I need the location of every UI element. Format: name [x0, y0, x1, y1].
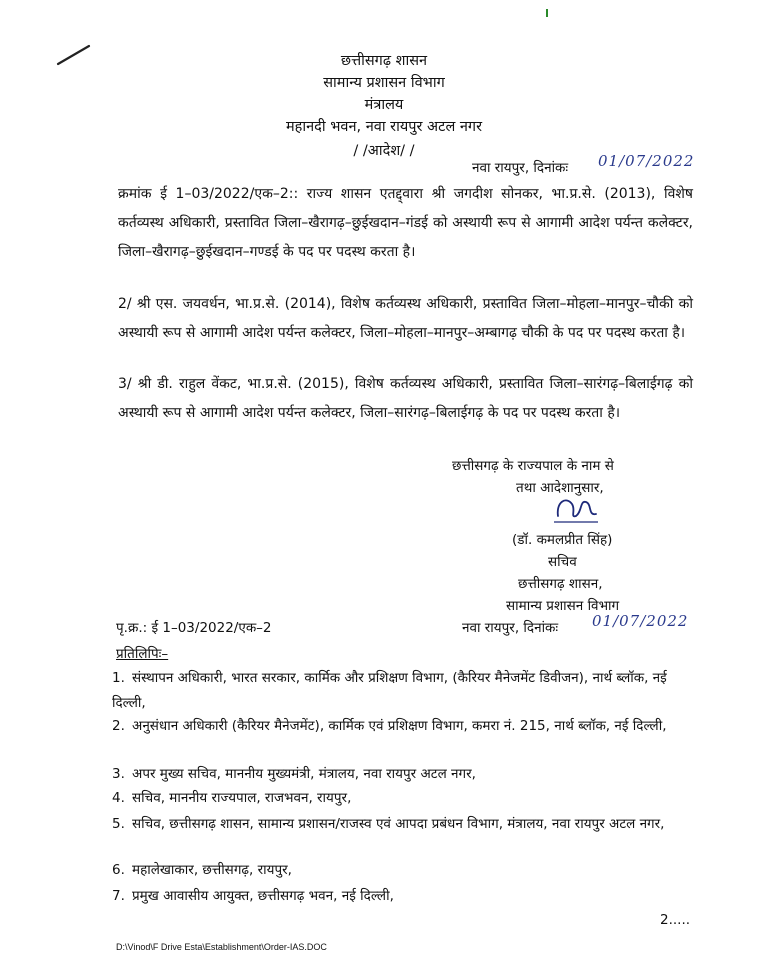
- list-item-text: अनुसंधान अधिकारी (कैरियर मैनेजमेंट), कार्मिक एवं प्रशिक्षण विभाग, कमरा नं. 215, नार्थ ब्लॉक, नई दिल्ली,: [132, 718, 667, 734]
- list-item: [112, 762, 697, 787]
- handwritten-date: 01/07/2022: [598, 152, 695, 170]
- order-paragraph-2: 2/ श्री एस. जयवर्धन, भा.प्र.से. (2014), विशेष कर्तव्यस्थ अधिकारी, प्रस्तावित जिला–मोहला–मानपुर–चौकी को अस्थायी रूप से आगामी आदेश पर्यन्त कलेक्टर, जिला–मोहला–मानपुर–अम्बागढ़ चौकी के पद पर पदस्थ करता है।: [118, 296, 693, 341]
- list-item-number: 3.: [112, 766, 125, 782]
- signatory-name: (डॉ. कमलप्रीत सिंह): [512, 532, 613, 548]
- endorsement-handwritten-date: 01/07/2022: [592, 612, 689, 630]
- list-item-text: सचिव, माननीय राज्यपाल, राजभवन, रायपुर,: [132, 790, 352, 806]
- order-title: / /आदेश/ /: [353, 143, 415, 159]
- list-item: [112, 858, 697, 883]
- order-paragraph-1: क्रमांक ई 1–03/2022/एक–2:: राज्य शासन एतद्द्वारा श्री जगदीश सोनकर, भा.प्र.से. (2013), विशेष कर्तव्यस्थ अधिकारी, प्रस्तावित जिला–खैरागढ़–छुईखदान–गंडई को अस्थायी रूप से आगामी आदेश पर्यन्त कलेक्टर, जिला–खैरागढ़–छुईखदान–गण्डई के पद पर पदस्थ करता है।: [118, 186, 693, 260]
- list-item: [112, 786, 697, 811]
- footer-file-path: D:\Vinod\F Drive Esta\Establishment\Order-IAS.DOC: [116, 942, 327, 952]
- signature-line-1: छत्तीसगढ़ के राज्यपाल के नाम से: [452, 458, 614, 474]
- header-department: सामान्य प्रशासन विभाग: [323, 75, 445, 91]
- signatory-org-2: सामान्य प्रशासन विभाग: [506, 598, 620, 614]
- list-item-text: सचिव, छत्तीसगढ़ शासन, सामान्य प्रशासन/राजस्व एवं आपदा प्रबंधन विभाग, मंत्रालय, नवा रायपुर अटल नगर,: [132, 816, 665, 832]
- page-number: 2.....: [660, 912, 691, 928]
- header-address: महानदी भवन, नवा रायपुर अटल नगर: [285, 119, 483, 135]
- endorsement-ref: पृ.क्र.: ई 1–03/2022/एक–2: [116, 620, 272, 636]
- endorsement-date-label: नवा रायपुर, दिनांकः: [462, 620, 559, 636]
- signatory-designation: सचिव: [548, 554, 577, 570]
- list-item-number: 2.: [112, 718, 125, 734]
- signature-line-2: तथा आदेशानुसार,: [516, 480, 604, 496]
- signatory-org-1: छत्तीसगढ़ शासन,: [518, 576, 603, 592]
- copy-to-heading: प्रतिलिपिः–: [116, 646, 169, 662]
- order-paragraph-3: 3/ श्री डी. राहुल वेंकट, भा.प्र.से. (2015), विशेष कर्तव्यस्थ अधिकारी, प्रस्तावित जिला–सारंगढ़–बिलाईगढ़ को अस्थायी रूप से आगामी आदेश पर्यन्त कलेक्टर, जिला–सारंगढ़–बिलाईगढ़ के पद पर पदस्थ करता है।: [118, 376, 693, 421]
- header-ministry: मंत्रालय: [364, 97, 404, 113]
- list-item-text: संस्थापन अधिकारी, भारत सरकार, कार्मिक और प्रशिक्षण विभाग, (कैरियर मैनेजमेंट डिवीजन), नार्थ ब्लॉक, नई दिल्ली,: [112, 670, 667, 711]
- date-label: नवा रायपुर, दिनांकः: [472, 160, 569, 176]
- list-item-number: 6.: [112, 862, 125, 878]
- list-item-number: 7.: [112, 888, 125, 904]
- signature-mark: [552, 492, 602, 526]
- list-item-text: अपर मुख्य सचिव, माननीय मुख्यमंत्री, मंत्रालय, नवा रायपुर अटल नगर,: [132, 766, 476, 782]
- list-item-number: 1.: [112, 670, 125, 686]
- list-item-text: प्रमुख आवासीय आयुक्त, छत्तीसगढ़ भवन, नई दिल्ली,: [132, 888, 394, 904]
- list-item: [112, 884, 697, 909]
- top-edge-mark: [545, 8, 551, 20]
- list-item-text: महालेखाकार, छत्तीसगढ़, रायपुर,: [132, 862, 292, 878]
- list-item: [112, 812, 697, 837]
- list-item-number: 5.: [112, 816, 125, 832]
- list-item: [112, 714, 697, 739]
- list-item: [112, 666, 697, 716]
- header-government: छत्तीसगढ़ शासन: [340, 53, 428, 69]
- list-item-number: 4.: [112, 790, 125, 806]
